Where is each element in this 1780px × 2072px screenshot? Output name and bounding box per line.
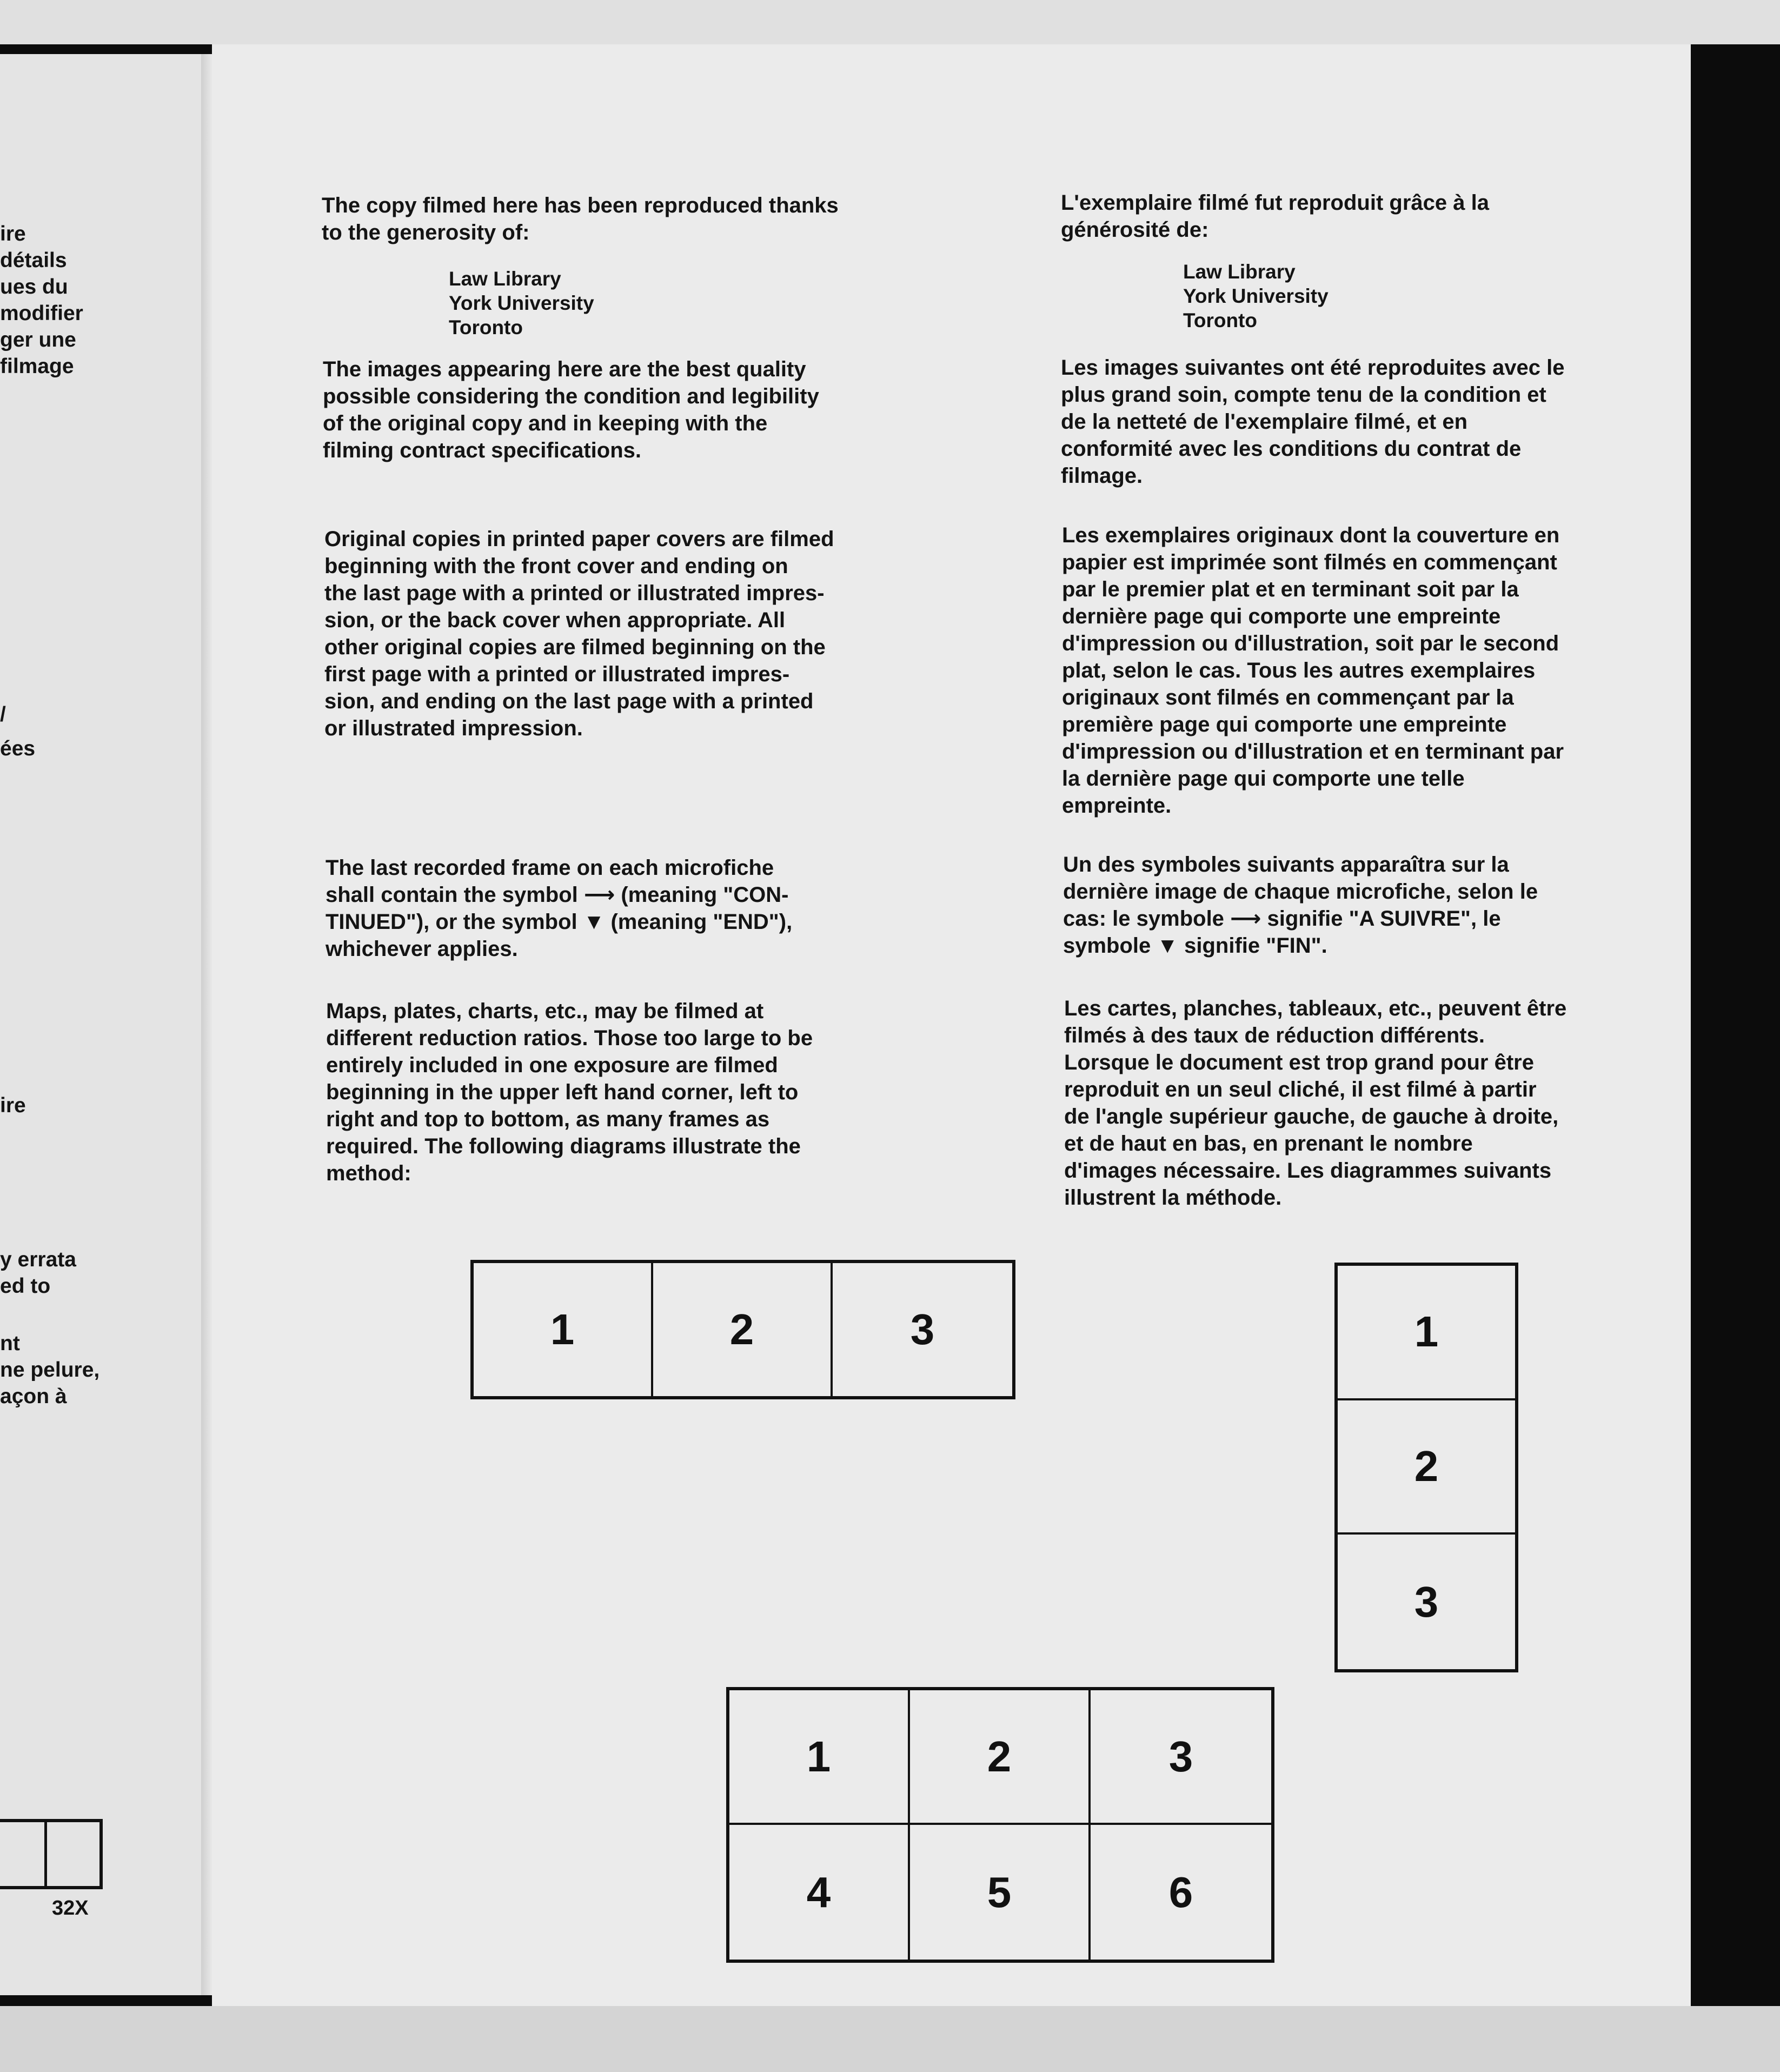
left-fragment-line: modifier (0, 302, 83, 325)
reduction-scale-box (0, 1819, 103, 1889)
left-fragment-line: ées (0, 737, 36, 760)
frame-cell: 1 (729, 1690, 910, 1825)
scan-top-margin (0, 0, 1780, 44)
left-fragment-line: ger une (0, 328, 76, 351)
left-fragment-line: / (0, 703, 6, 726)
scan-bottom-margin (0, 2006, 1780, 2072)
english-covers-paragraph: Original copies in printed paper covers are filmed beginning with the front cover and ending on the last page with a printed or illustrated impres- sion, or the back cover when appropriate. All other original copies are filmed beginning on the first page with a printed or illustrated impres- sion, and ending on the last page with a printed or illustrated impression. (324, 527, 834, 740)
french-quality-paragraph: Les images suivantes ont été reproduites avec le plus grand soin, compte tenu de la condition et de la netteté de l'exemplaire filmé, et en conformité avec les conditions du contrat de filmage. (1061, 356, 1565, 488)
left-fragment-line: ire (0, 222, 26, 245)
english-credit-intro: The copy filmed here has been reproduced thanks to the generosity of: (322, 194, 839, 244)
frame-cell: 3 (910, 1305, 935, 1353)
left-fragment-line: y errata (0, 1248, 76, 1271)
french-credit-intro: L'exemplaire filmé fut reproduit grâce à la générosité de: (1061, 191, 1489, 242)
french-symbols-paragraph: Un des symboles suivants apparaîtra sur la dernière image de chaque microfiche, selon le cas: le symbole ⟶ signifie "A SUIVRE", le symbole ▼ signifie "FIN". (1063, 853, 1538, 958)
frame-cell: 2 (653, 1263, 833, 1396)
frame-cell: 2 (1338, 1400, 1515, 1535)
frame-cell: 6 (1168, 1868, 1193, 1916)
frame-cell: 1 (1338, 1266, 1515, 1400)
left-fragment-line: açon à (0, 1385, 67, 1408)
left-fragment-line: ues du (0, 275, 68, 298)
horizontal-frame-diagram (470, 1260, 1015, 1399)
left-fragment-line: ire (0, 1094, 26, 1117)
vertical-frame-diagram (1334, 1263, 1518, 1672)
frame-cell: 3 (1414, 1577, 1439, 1626)
left-fragment-line: ne pelure, (0, 1358, 100, 1382)
french-maps-paragraph: Les cartes, planches, tableaux, etc., peuvent être filmés à des taux de réduction différents. Lorsque le document est trop grand pour être reproduit en un seul cliché, il est filmé à partir de l'angle supérieur gauche, de gauche à droite, et de haut en bas, en prenant le nombre d'images nécessaire. Les diagrammes suivants illustrent la méthode. (1064, 997, 1567, 1210)
frame-cell: 1 (474, 1263, 653, 1396)
french-institution: Law Library York University Toronto (1183, 261, 1329, 331)
frame-cell: 2 (910, 1690, 1091, 1825)
grid-frame-diagram (726, 1687, 1274, 1963)
left-fragment-line: nt (0, 1332, 20, 1355)
reduction-scale-divider (44, 1819, 47, 1889)
frame-cell: 3 (1091, 1690, 1271, 1825)
frame-cell: 5 (910, 1825, 1091, 1960)
left-fragment-line: filmage (0, 355, 74, 378)
english-maps-paragraph: Maps, plates, charts, etc., may be filmed at different reduction ratios. Those too large to be entirely included in one exposure are filmed beginning in the upper left hand corner, left to right and top to bottom, as many frames as required. The following diagrams illustrate the method: (326, 999, 813, 1185)
reduction-ratio-label: 32X (52, 1897, 89, 1920)
left-fragment-line: détails (0, 249, 67, 272)
english-symbols-paragraph: The last recorded frame on each microfiche shall contain the symbol ⟶ (meaning "CON- TINUED"), or the symbol ▼ (meaning "END"), whichever applies. (326, 856, 793, 961)
left-fragment-line: ed to (0, 1274, 51, 1298)
english-institution: Law Library York University Toronto (449, 268, 594, 338)
english-quality-paragraph: The images appearing here are the best quality possible considering the condition and legibility of the original copy and in keeping with the filming contract specifications. (323, 357, 819, 462)
french-covers-paragraph: Les exemplaires originaux dont la couverture en papier est imprimée sont filmés en commençant par le premier plat et en terminant soit par la dernière page qui comporte une empreinte d'impression ou d'illustration, soit par le second plat, selon le cas. Tous les autres exemplaires originaux sont filmés en commençant par la première page qui comporte une empreinte d'impression ou d'illustration et en terminant par la dernière page qui comporte une telle empreinte. (1062, 523, 1564, 818)
frame-cell: 4 (729, 1825, 910, 1960)
